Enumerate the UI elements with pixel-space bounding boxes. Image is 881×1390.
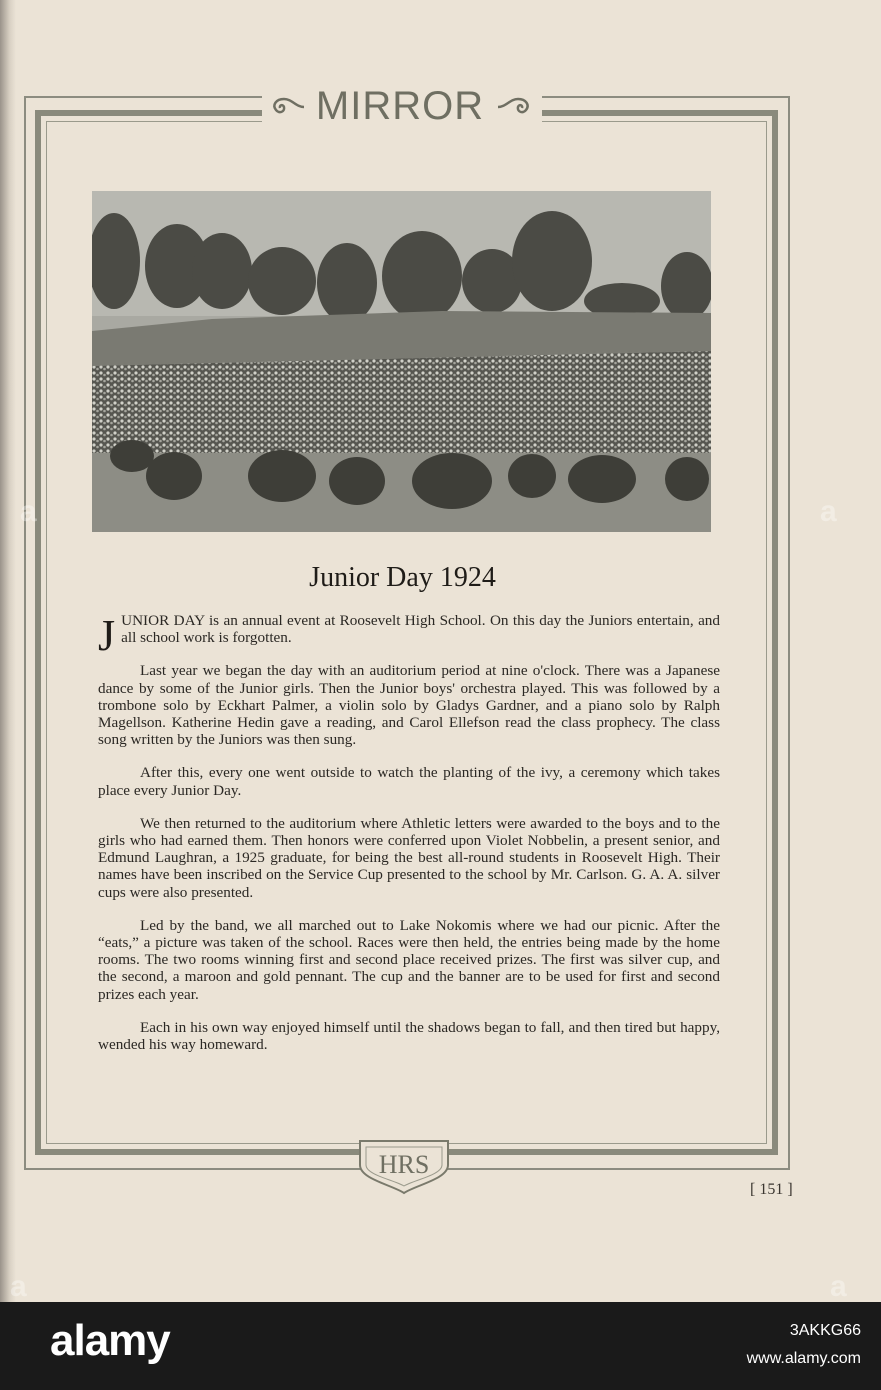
scroll-ornament-icon [496, 95, 536, 119]
crowd-photo-icon [92, 191, 711, 532]
watermark-logo: alamy [50, 1316, 170, 1365]
page-number: [ 151 ] [750, 1181, 793, 1198]
article-paragraph: After this, every one went outside to watch the planting of the ivy, a ceremony which takes place every Junior Day. [98, 764, 720, 799]
article-paragraph [98, 611, 720, 660]
watermark-ghost: a [830, 1270, 847, 1302]
article-title: Junior Day 1924 [309, 562, 496, 593]
book-spine-shadow [0, 0, 16, 1302]
crest-text: HRS [378, 1150, 430, 1179]
article-paragraph: Led by the band, we all marched out to Lake Nokomis where we had our picnic. After the “eats,” a picture was taken of the school. Races were then held, the entries being made by the home rooms. The two rooms winning first and second place received prizes. The first was silver cup, and the second, a maroon and gold pennant. The cup and the banner are to be used for first and second prizes each year. [98, 916, 720, 1003]
watermark-image-id: 3AKKG66 [789, 1322, 861, 1339]
masthead-title: MIRROR [315, 84, 485, 128]
drop-cap: J [98, 611, 116, 660]
watermark-url: www.alamy.com [746, 1350, 861, 1367]
watermark-ghost: a [820, 495, 837, 528]
article-paragraph: Each in his own way enjoyed himself until the shadows began to fall, and then tired but happy, wended his way homeward. [98, 1018, 720, 1054]
scroll-ornament-icon [266, 95, 306, 119]
watermark-ghost: a [20, 495, 37, 528]
watermark-ghost: a [10, 1270, 27, 1302]
article-paragraph: Last year we began the day with an auditorium period at nine o'clock. There was a Japanese dance by some of the Junior girls. Then the Junior boys' orchestra played. This was followed by a trombone solo by Eckhart Palmer, a violin solo by Gladys Gardner, and a piano solo by Ralph Magellson. Katherine Hedin gave a reading, and Carol Ellefson read the class prophecy. The class song written by the Juniors was then sung. [98, 662, 720, 749]
article-paragraph: We then returned to the auditorium where Athletic letters were awarded to the boys and to the girls who had earned them. Then honors were conferred upon Violet Nobbelin, a present senior, and Edmund Laughran, a 1925 graduate, for being the best all-round students in Roosevelt High. Their names have been inscribed on the Service Cup presented to the school by Mr. Carlson. G. A. A. silver cups were also presented. [98, 814, 720, 901]
article-body [98, 612, 720, 1069]
paragraph-text: UNIOR DAY is an annual event at Roosevelt High School. On this day the Juniors entertain, and all school work is forgotten. [121, 612, 720, 647]
school-crest-icon [356, 1135, 452, 1195]
